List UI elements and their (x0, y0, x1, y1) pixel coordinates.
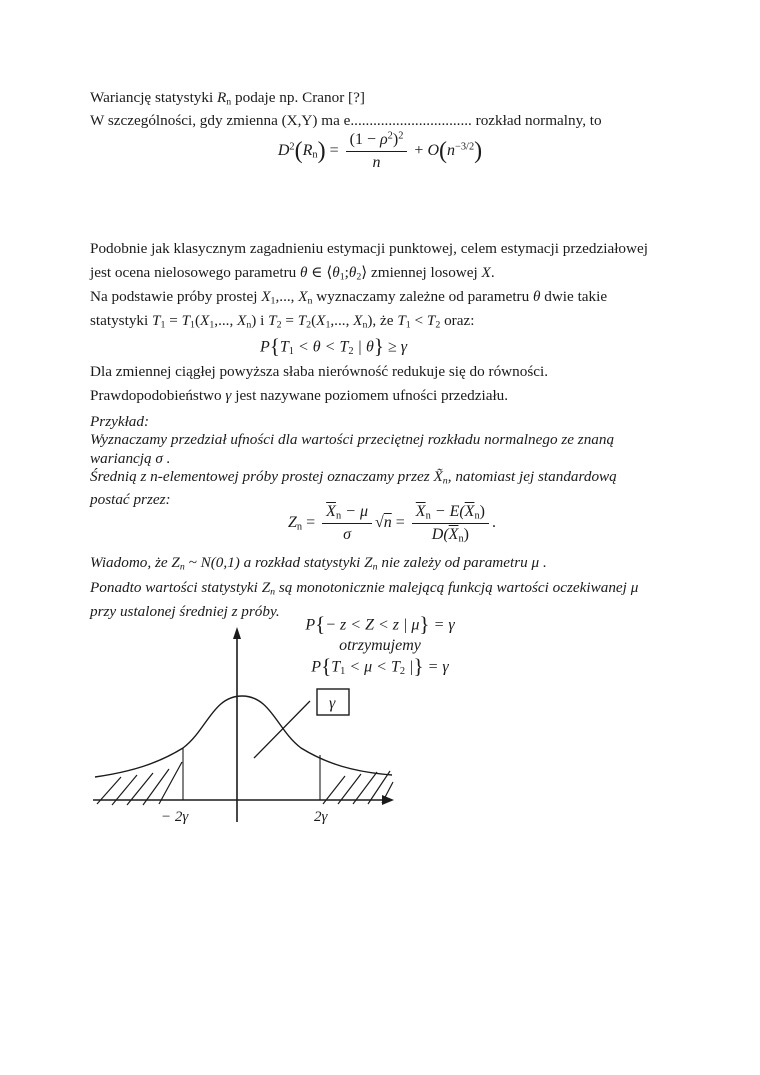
math-run: = (165, 312, 182, 329)
minus-2gamma-label: − 2γ (161, 809, 189, 825)
math-sub: 1 (405, 319, 411, 331)
math-var: T (426, 312, 436, 329)
text-run: są monotonicznie malejącą funkcją wartości oczekiwanej (275, 578, 631, 596)
math-sup: 2 (398, 130, 404, 142)
math-sub: n (474, 510, 480, 522)
math-sub: 2 (356, 271, 362, 283)
math-var: σ (343, 526, 351, 543)
math-var: T (181, 312, 191, 329)
text-run: Wyznaczamy przedział ufności dla wartości przeciętnej rozkładu normalnego ze znaną (90, 431, 615, 449)
math-var-xbar: $\overline{X}$ (464, 503, 475, 520)
math-run: D( (431, 526, 449, 543)
math-var-xbar: $\overline{X}$ (326, 503, 336, 520)
math-run: − μ (341, 503, 368, 520)
text-run: Wiadomo, że (90, 554, 172, 571)
math-var: R (302, 142, 313, 160)
text-run: Prawdopodobieństwo (90, 387, 226, 405)
math-sub: n (442, 475, 448, 487)
text-line (90, 450, 690, 468)
math-run: ) i (251, 312, 269, 329)
math-var: Z (171, 554, 180, 571)
text-line-variance (90, 86, 602, 109)
math-sub: n (312, 149, 318, 161)
text-run: oraz: (440, 312, 475, 329)
math-var: X (316, 312, 326, 329)
paren: ) (463, 526, 469, 543)
math-var: X (298, 288, 308, 305)
math-var: T (279, 338, 289, 356)
math-run: = γ (429, 616, 455, 634)
math-sub: n (307, 295, 313, 307)
paren: ) (317, 138, 326, 165)
math-run: ∈ ⟨ (307, 264, 333, 281)
math-var: n (447, 142, 455, 160)
math-sub: 2 (399, 666, 406, 678)
radical-sign: √ (374, 514, 384, 532)
math-var: X (237, 312, 247, 329)
math-var: P (259, 338, 270, 356)
math-run: = γ (423, 658, 449, 676)
math-var: P (305, 616, 316, 634)
math-sub: 1 (209, 319, 215, 331)
text-run: , natomiast jej standardową (447, 468, 617, 486)
math-sub: n (425, 510, 431, 522)
text-line (90, 360, 675, 384)
text-line (90, 384, 675, 408)
text-run: . (539, 554, 547, 571)
y-axis-arrowhead (233, 627, 241, 639)
brace: { (269, 334, 280, 358)
math-sub: n (246, 319, 252, 331)
math-var: μ (531, 554, 540, 571)
text-run: Dla zmiennej ciągłej powyższa słaba nierówność redukuje się do równości. (90, 363, 549, 381)
math-var: T (331, 658, 341, 676)
math-sup: −3/2 (455, 141, 475, 153)
formula-standardized-mean (12, 502, 760, 545)
math-var: X (353, 312, 363, 329)
math-sub: 1 (339, 271, 345, 283)
math-var: θ (300, 264, 308, 281)
math-var: θ (332, 264, 340, 281)
period: . (491, 514, 496, 532)
math-sub: n (270, 585, 276, 597)
text-run: otrzymujemy (339, 636, 421, 654)
paren: ) (392, 131, 399, 148)
diagram-svg (85, 624, 405, 869)
equals: = (325, 142, 343, 160)
estimation-paragraph (90, 237, 675, 408)
math-var: D (277, 142, 290, 160)
text-run: dwie takie (540, 288, 608, 305)
math-var: O (427, 142, 439, 160)
formula-confidence-inequality (41, 333, 626, 360)
math-var: μ (630, 578, 639, 596)
example-title (90, 413, 690, 431)
text-run: Przykład: (90, 413, 150, 430)
math-sub: 1 (325, 319, 331, 331)
text-run: statystyki (90, 312, 153, 329)
brace: } (373, 334, 384, 358)
equals: = (302, 514, 320, 532)
math-var-xbar: $\overline{X}$ (448, 526, 459, 543)
math-var: Z (261, 578, 271, 596)
math-run: ,..., (275, 288, 299, 305)
text-run: ~ N(0,1) a rozkład statystyki (184, 554, 365, 571)
intro-paragraph (90, 86, 602, 132)
math-run: ≥ γ (383, 338, 408, 356)
gamma-label: γ (329, 695, 336, 712)
text-run: nie zależy od parametru (377, 554, 532, 571)
gamma-pointer-line (254, 701, 310, 758)
paren: ( (194, 312, 201, 329)
text-line (90, 576, 690, 601)
fraction (412, 502, 489, 545)
math-run: − E( (430, 503, 465, 520)
math-sub: n (458, 533, 464, 545)
math-var: θ (348, 264, 357, 281)
math-run: = (281, 312, 298, 329)
math-var: T (268, 312, 277, 329)
math-run: | (405, 658, 414, 676)
text-line (90, 261, 675, 285)
math-var: X (481, 264, 491, 281)
math-sub: 1 (340, 666, 346, 678)
equals: = (391, 514, 409, 532)
plus: + (410, 142, 428, 160)
math-sub: 2 (348, 345, 354, 357)
math-var: n (372, 154, 381, 171)
text-run: Podobnie jak klasycznym zagadnieniu estymacji punktowej, celem estymacji przedziałowej (90, 240, 648, 257)
math-var: T (152, 312, 161, 329)
left-tail-hatch (97, 762, 182, 805)
math-var: X (261, 288, 271, 305)
math-var: T (297, 312, 307, 329)
text-run: ), że (367, 312, 398, 329)
math-sub: n (372, 561, 378, 573)
math-sub: 2 (435, 319, 441, 331)
math-sub: 2 (306, 319, 312, 331)
text-line (90, 468, 690, 486)
text-run: jest ocena nielosowego parametru (90, 264, 301, 281)
math-sup: 2 (289, 141, 295, 153)
text-run: jest nazywane poziomem ufności przedziału. (231, 387, 509, 405)
math-sub: 1 (190, 319, 195, 331)
brace: } (413, 654, 424, 679)
paren: ( (311, 312, 317, 329)
plus-2gamma-label: 2γ (314, 809, 328, 825)
math-run: < (410, 312, 427, 329)
math-sub: n (226, 96, 232, 108)
math-var: γ (225, 387, 232, 405)
math-sub: 1 (160, 319, 166, 331)
math-sub: 2 (276, 319, 282, 331)
math-sub: n (179, 561, 185, 573)
math-sub: n (362, 319, 368, 331)
text-run: Średnią z n-elementowej próby prostej oznaczamy przez (90, 468, 434, 486)
math-sub: n (296, 521, 303, 533)
text-run: Ponadto wartości statystyki (90, 578, 262, 596)
math-sup: 2 (387, 130, 393, 142)
math-var-xtilde: X̃ (433, 468, 443, 486)
text-run: . (490, 264, 495, 281)
math-run: ; (344, 264, 349, 281)
math-sub: 1 (288, 345, 294, 357)
formula-variance-of-rn (0, 130, 760, 173)
math-var: X (200, 312, 210, 329)
math-var: Z (288, 514, 297, 532)
math-var-xbar: $\overline{X}$ (415, 503, 426, 520)
math-run: − z < Z < z | μ (325, 616, 420, 634)
text-run: Wariancję statystyki (90, 89, 217, 106)
text-run: wyznaczamy zależne od parametru (312, 288, 533, 305)
text-line (90, 285, 675, 309)
math-sub: n (335, 510, 342, 522)
math-run: < μ < T (345, 658, 400, 676)
paren: ( (439, 138, 447, 165)
text-run: Na podstawie próby prostej (90, 288, 262, 305)
text-run: podaje np. Cranor [?] (231, 89, 365, 106)
math-var: n (383, 514, 392, 532)
brace: } (419, 612, 430, 636)
math-var: T (397, 312, 406, 329)
brace: { (315, 612, 326, 636)
text-line-dotted-blank (90, 109, 602, 132)
text-run: W szczególności, gdy zmienna (X,Y) ma e................................ rozkład normalny, to (90, 112, 602, 129)
text-run: postać przez: (90, 490, 171, 508)
fraction (322, 502, 372, 545)
text-line (90, 551, 690, 576)
math-run: (1 − (349, 131, 380, 148)
text-run: wariancją σ . (90, 449, 171, 467)
text-line (90, 309, 675, 333)
text-line (90, 237, 675, 261)
example-section (90, 413, 690, 509)
math-var: P (311, 658, 322, 676)
math-run: ,..., (214, 312, 238, 329)
paren: ( (294, 138, 303, 165)
text-line (90, 431, 690, 449)
text-run: przy ustalonej średniej z próby. (90, 603, 280, 620)
text-run: ⟩ zmiennej losowej (361, 264, 482, 281)
math-run: | θ (353, 338, 374, 356)
math-run: < θ < T (293, 338, 349, 356)
math-var: R (217, 89, 227, 106)
math-var: Z (364, 554, 373, 571)
brace: { (321, 654, 332, 679)
fraction (346, 130, 408, 173)
normal-distribution-diagram (85, 624, 405, 874)
math-var: θ (532, 288, 541, 305)
paren: ) (474, 138, 483, 165)
math-sub: 1 (270, 295, 276, 307)
math-run: ,..., (330, 312, 354, 329)
math-var: ρ (379, 131, 388, 148)
paren: ) (479, 503, 485, 520)
